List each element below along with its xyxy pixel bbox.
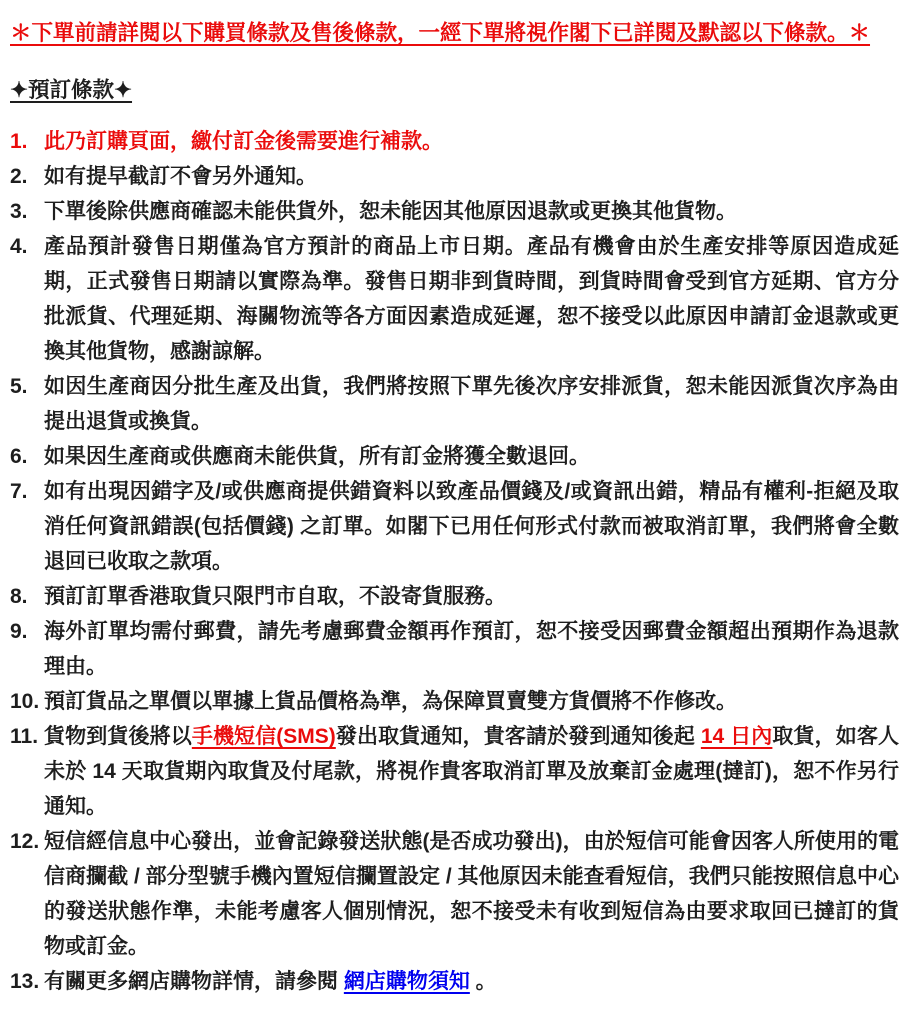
term-text [44,194,899,229]
term-text-segment: 取貨，如客人未於 14 天取貨期內取貨及付尾款，將視作貴客取消訂單及放棄訂金處理(撻訂)，恕不作另行通知。 [44,725,899,818]
term-text-segment: 預訂訂單香港取貨只限門市自取，不設寄貨服務。 [44,585,506,608]
term-item-12 [10,824,899,964]
term-text-segment: 海外訂單均需付郵費，請先考慮郵費金額再作預訂，恕不接受因郵費金額超出預期作為退款理由。 [44,620,899,678]
term-text [44,684,899,719]
term-text [44,474,899,579]
term-item-2 [10,159,899,194]
term-text-segment: 下單後除供應商確認未能供貨外，恕未能因其他原因退款或更換其他貨物。 [44,200,737,223]
term-text-segment: 貨物到貨後將以 [44,725,192,748]
term-text-segment: 。 [469,970,497,993]
term-number: 4. [10,235,28,258]
term-item-5 [10,369,899,439]
term-text-segment: 如因生產商因分批生產及出貨，我們將按照下單先後次序安排派貨，恕未能因派貨次序為由提出退貨或換貨。 [44,375,899,433]
term-text-segment: 如有出現因錯字及/或供應商提供錯資料以致產品價錢及/或資訊出錯，精品有權利-拒絕及取消任何資訊錯誤(包括價錢) 之訂單。如閣下已用任何形式付款而被取消訂單，我們將會全數退回已收取之款項。 [44,480,899,573]
term-text-segment: 有關更多網店購物詳情，請參閱 [44,970,344,993]
term-number: 7. [10,480,28,503]
term-text [44,824,899,964]
term-number: 2. [10,165,28,188]
term-number: 11. [10,725,39,748]
term-text [44,579,899,614]
term-item-1 [10,124,899,159]
term-text-segment: 預訂貨品之單價以單據上貨品價格為準，為保障買賣雙方貨價將不作修改。 [44,690,737,713]
term-number: 8. [10,585,28,608]
term-number: 3. [10,200,28,223]
term-text [44,964,899,999]
term-number: 5. [10,375,28,398]
term-number: 12. [10,830,40,853]
term-text [44,159,899,194]
term-text-segment: 短信經信息中心發出，並會記錄發送狀態(是否成功發出)，由於短信可能會因客人所使用的電信商攔截 / 部分型號手機內置短信攔置設定 / 其他原因未能查看短信，我們只能按照信息中心的發送狀態作準，未能考慮客人個別情況，恕不接受未有收到短信為由要求取回已撻訂的貨物或訂金。 [44,830,899,958]
term-number: 9. [10,620,28,643]
term-item-10 [10,684,899,719]
term-item-6 [10,439,899,474]
term-item-3 [10,194,899,229]
term-text-segment: 如果因生產商或供應商未能供貨，所有訂金將獲全數退回。 [44,445,590,468]
term-text [44,229,899,369]
term-text-segment: 如有提早截訂不會另外通知。 [44,165,317,188]
highlighted-red-text: 14 日內 [700,725,773,748]
store-shopping-guide-link[interactable]: 網店購物須知 [343,970,470,993]
term-text-segment: 發出取貨通知，貴客請於發到通知後起 [335,725,701,748]
term-item-13 [10,964,899,999]
term-number: 6. [10,445,28,468]
term-item-8 [10,579,899,614]
term-number: 10. [10,690,40,713]
term-item-7 [10,474,899,579]
term-text [44,614,899,684]
term-text [44,124,899,159]
term-text-segment: 此乃訂購頁面，繳付訂金後需要進行補款。 [44,130,443,153]
terms-list [10,124,899,999]
term-text [44,439,899,474]
term-text [44,369,899,439]
term-text-segment: 產品預計發售日期僅為官方預計的商品上市日期。產品有機會由於生產安排等原因造成延期，正式發售日期請以實際為準。發售日期非到貨時間，到貨時間會受到官方延期、官方分批派貨、代理延期、海關物流等各方面因素造成延遲，恕不接受以此原因申請訂金退款或更換其他貨物，感謝諒解。 [44,235,899,363]
pre-order-notice-heading: ＊下單前請詳閱以下購買條款及售後條款，一經下單將視作閣下已詳閱及默認以下條款。＊ [10,21,871,45]
highlighted-red-text: 手機短信(SMS) [191,725,336,748]
term-text [44,719,899,824]
term-item-9 [10,614,899,684]
term-item-4 [10,229,899,369]
term-item-11 [10,719,899,824]
term-number: 13. [10,970,40,993]
pre-order-terms-title: ✦預訂條款✦ [10,78,133,102]
term-number: 1. [10,130,28,153]
